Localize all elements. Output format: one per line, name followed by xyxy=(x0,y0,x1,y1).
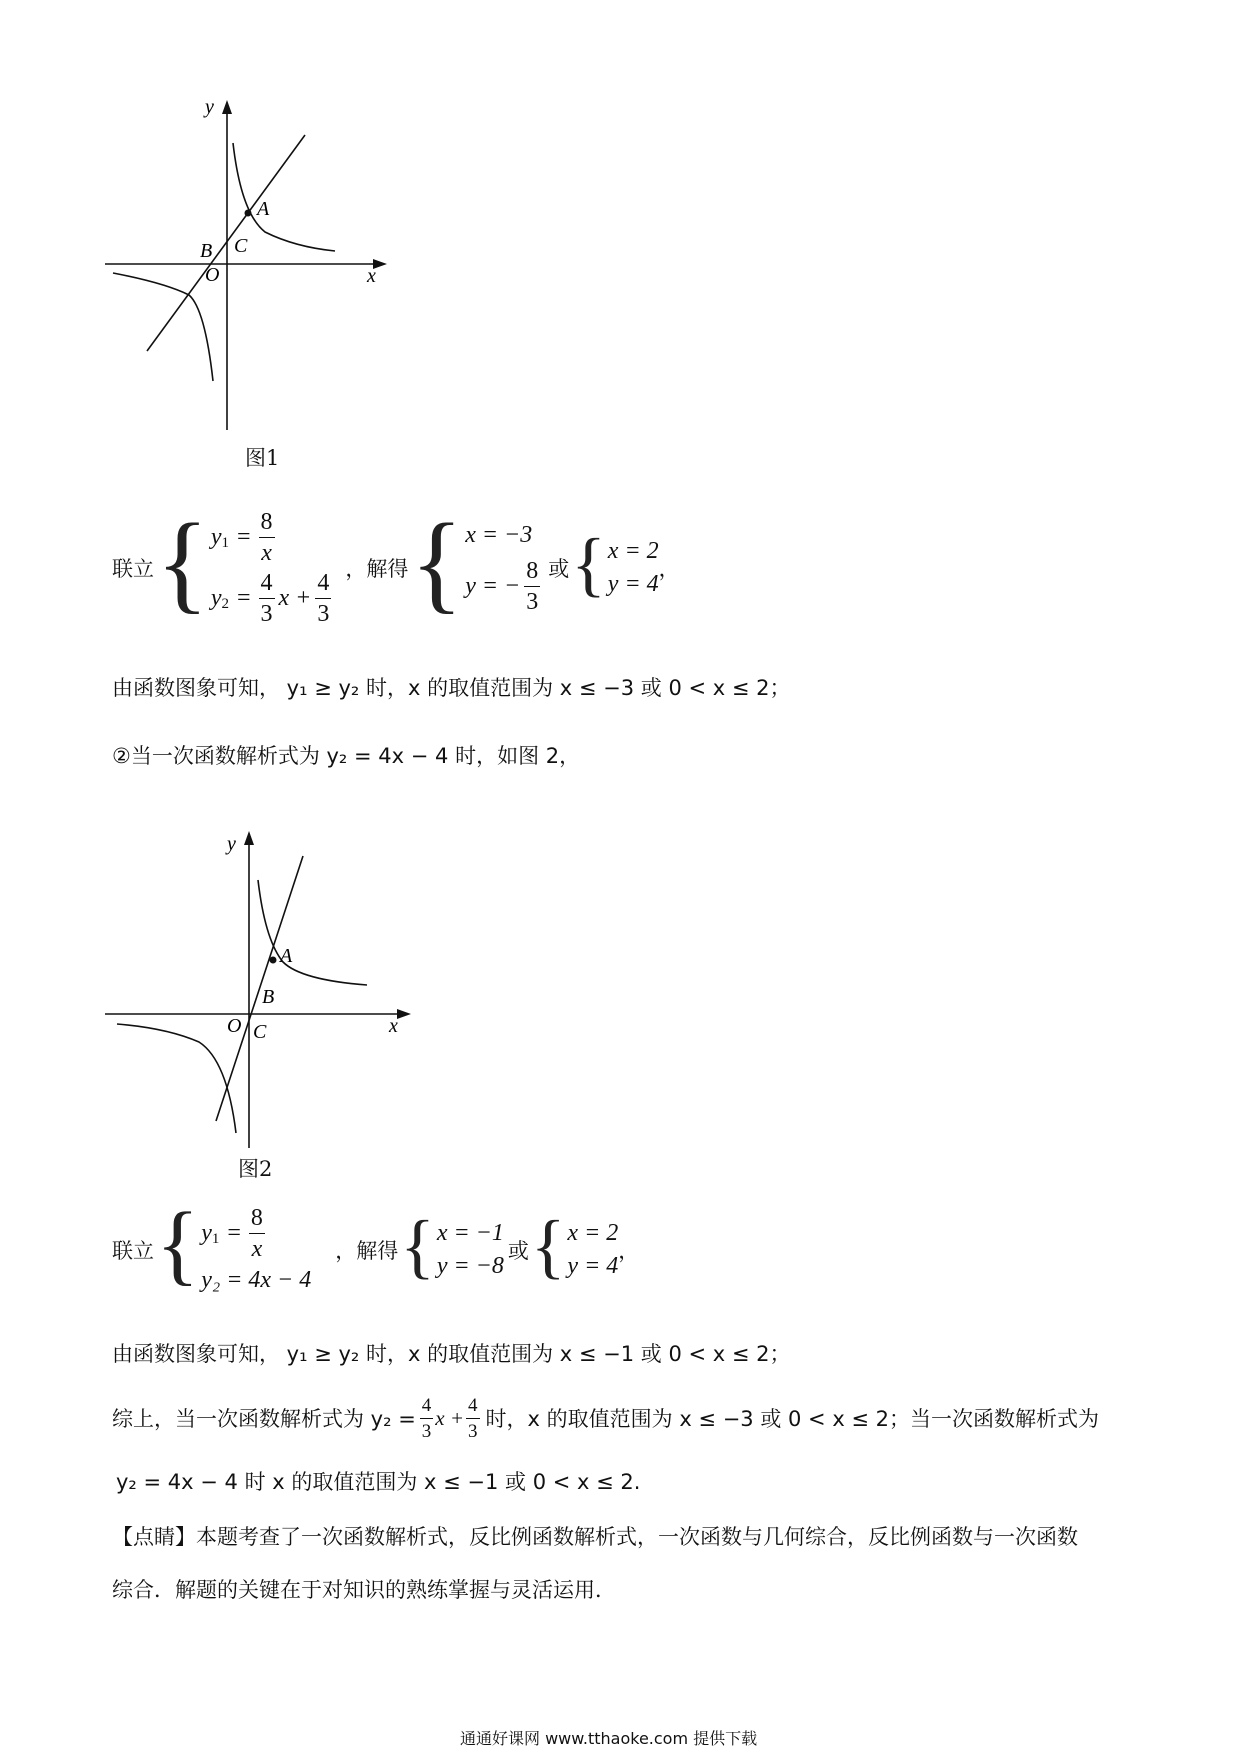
figure-1-caption: 图1 xyxy=(245,446,280,470)
system-1-equations xyxy=(211,510,332,626)
paragraph-3: 由函数图象可知， y₁ ≥ y₂ 时，x 的取值范围为 x ≤ −1 或 0 < x ≤ 2； xyxy=(112,1342,791,1366)
label-o: O xyxy=(227,1015,242,1037)
label-c: C xyxy=(253,1021,267,1043)
solution-2: x = 2 y = 4 xyxy=(607,538,659,597)
system-1-solve-label: ，解得 xyxy=(345,557,409,581)
comment-line-2: 综合．解题的关键在于对知识的熟练掌握与灵活运用． xyxy=(112,1578,616,1602)
solution-1-brace: { xyxy=(410,500,464,623)
system-2-eq1: y 1 = $\frac{8}{x}$ xyxy=(201,1205,263,1262)
summary-line-1: 综上，当一次函数解析式为 y₂ = $\frac{4}{3}$ x + $\frac{4}{3}$ 时，x 的取值范围为 x ≤ −3 或 0 < x ≤ 2；当一次函数解析式为 xyxy=(112,1394,1100,1442)
system-1-eq2: y 2 = $\frac{4}{3}$ x + $\frac{4}{3}$ xyxy=(210,570,330,627)
point-a xyxy=(245,210,252,217)
paragraph-1: 由函数图象可知， y₁ ≥ y₂ 时，x 的取值范围为 x ≤ −3 或 0 < x ≤ 2； xyxy=(112,676,791,700)
solution-2b: x = 2 y = 4 xyxy=(567,1220,619,1279)
system-2-lead: 联立 xyxy=(112,1239,154,1263)
solution-2a: x = −1 y = −8 xyxy=(436,1220,504,1279)
solution-2b-brace: { xyxy=(530,1205,566,1286)
label-x: x xyxy=(367,265,376,287)
system-1-lead: 联立 xyxy=(112,557,154,581)
y-axis-arrow xyxy=(244,831,254,845)
system-1-eq1: y 1 = $\frac{8}{x}$ xyxy=(210,509,273,566)
system-2-eq2: y₂ = 4x − 4 xyxy=(201,1267,312,1293)
label-x: x xyxy=(389,1015,398,1037)
solution-2-brace: { xyxy=(571,523,606,604)
linear-function-line xyxy=(147,135,305,351)
system-1-or: 或 xyxy=(548,557,570,581)
system-2-or: 或 xyxy=(507,1239,529,1263)
hyperbola-branch-upper xyxy=(258,880,367,985)
label-c: C xyxy=(234,235,248,257)
system-2-brace: { xyxy=(156,1194,200,1294)
hyperbola-branch-lower xyxy=(113,273,213,381)
solution-2a-brace: { xyxy=(400,1205,435,1286)
label-a: A xyxy=(257,198,270,220)
comment-line-1: 【点睛】本题考查了一次函数解析式，反比例函数解析式，一次函数与几何综合，反比例函数与一次函数 xyxy=(112,1525,1078,1549)
system-2: 联立 { y 1 = $\frac{8}{x}$ y₂ = 4x − 4 ，解得 { x = −1 y = −8 或 { x = 2 y = 4 ， xyxy=(112,1194,640,1294)
system-1: 联立 { y 1 = $\frac{8}{x}$ y 2 = $\frac{4}{3}$ x + $\frac{4}{3}$ ，解得 { x = −3 y = − $\frac{8}{3}$ 或 { x = 2 y = 4 ， xyxy=(112,500,680,627)
label-a: A xyxy=(280,945,293,967)
system-2-equations xyxy=(201,1206,311,1294)
solution-1: x = −3 y = − $\frac{8}{3}$ xyxy=(465,522,539,615)
system-1-brace: { xyxy=(156,500,209,623)
label-o: O xyxy=(205,264,220,286)
hyperbola-branch-upper xyxy=(233,143,335,251)
label-b: B xyxy=(200,240,213,262)
system-2-solve-label: ，解得 xyxy=(335,1239,399,1263)
label-y: y xyxy=(205,96,214,118)
figure-1-graph xyxy=(105,95,405,435)
point-a xyxy=(270,957,277,964)
figure-2-caption: 图2 xyxy=(238,1157,273,1181)
label-b: B xyxy=(262,986,275,1008)
y-axis-arrow xyxy=(222,100,232,114)
label-y: y xyxy=(227,833,236,855)
paragraph-2: ②当一次函数解析式为 y₂ = 4x − 4 时，如图 2， xyxy=(112,744,581,768)
x-axis-arrow xyxy=(397,1009,411,1019)
summary-line-2: y₂ = 4x − 4 时 x 的取值范围为 x ≤ −1 或 0 < x ≤ 2. xyxy=(116,1470,641,1494)
page-footer: 通通好课网 www.tthaoke.com 提供下载 xyxy=(460,1729,758,1748)
figure-2-graph xyxy=(105,828,425,1158)
